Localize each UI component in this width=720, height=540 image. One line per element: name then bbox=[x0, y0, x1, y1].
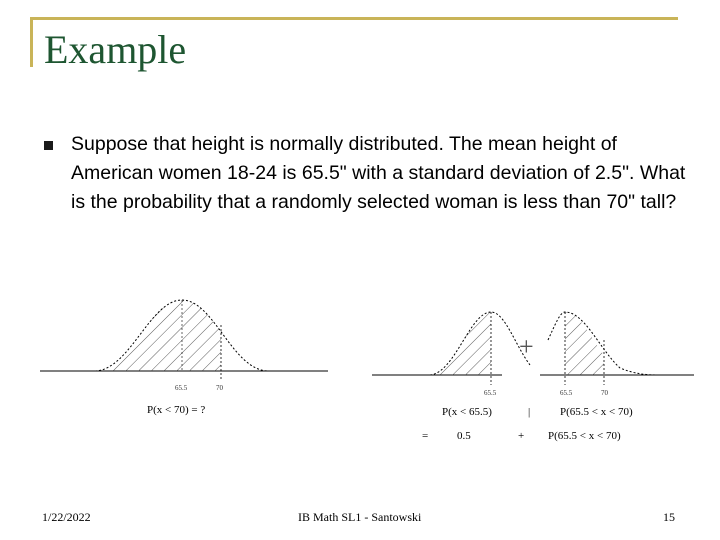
slide-title: Example bbox=[44, 27, 187, 72]
footer-date: 1/22/2022 bbox=[42, 510, 91, 524]
footer-page-number: 15 bbox=[663, 510, 675, 524]
row1-term2: P(65.5 < x < 70) bbox=[560, 406, 633, 418]
plus-sign: + bbox=[519, 332, 534, 361]
right-b-tick-70: 70 bbox=[601, 389, 608, 397]
left-caption: P(x < 70) = ? bbox=[147, 404, 206, 416]
left-normal-curve bbox=[40, 300, 328, 381]
right-a-tick-mean: 65.5 bbox=[484, 389, 497, 397]
right-normal-curve-b bbox=[540, 312, 694, 385]
row2-plus: + bbox=[518, 430, 525, 442]
left-tick-mean: 65.5 bbox=[175, 384, 188, 392]
row1-term1: P(x < 65.5) bbox=[442, 406, 492, 418]
left-tick-70: 70 bbox=[216, 384, 223, 392]
right-normal-curve-a bbox=[372, 312, 530, 385]
bullet-text: Suppose that height is normally distributed. The mean height of American women 18-24 is 65.5" with a standard deviation of 2.5". What is the probability that a randomly selected woman is less than 70" tall? bbox=[71, 133, 686, 213]
footer-course: IB Math SL1 - Santowski bbox=[298, 510, 422, 524]
row2-value: 0.5 bbox=[457, 430, 471, 442]
right-b-tick-mean: 65.5 bbox=[560, 389, 573, 397]
row2-term: P(65.5 < x < 70) bbox=[548, 430, 621, 442]
row1-divider: | bbox=[528, 406, 531, 418]
row2-equals: = bbox=[422, 430, 429, 442]
